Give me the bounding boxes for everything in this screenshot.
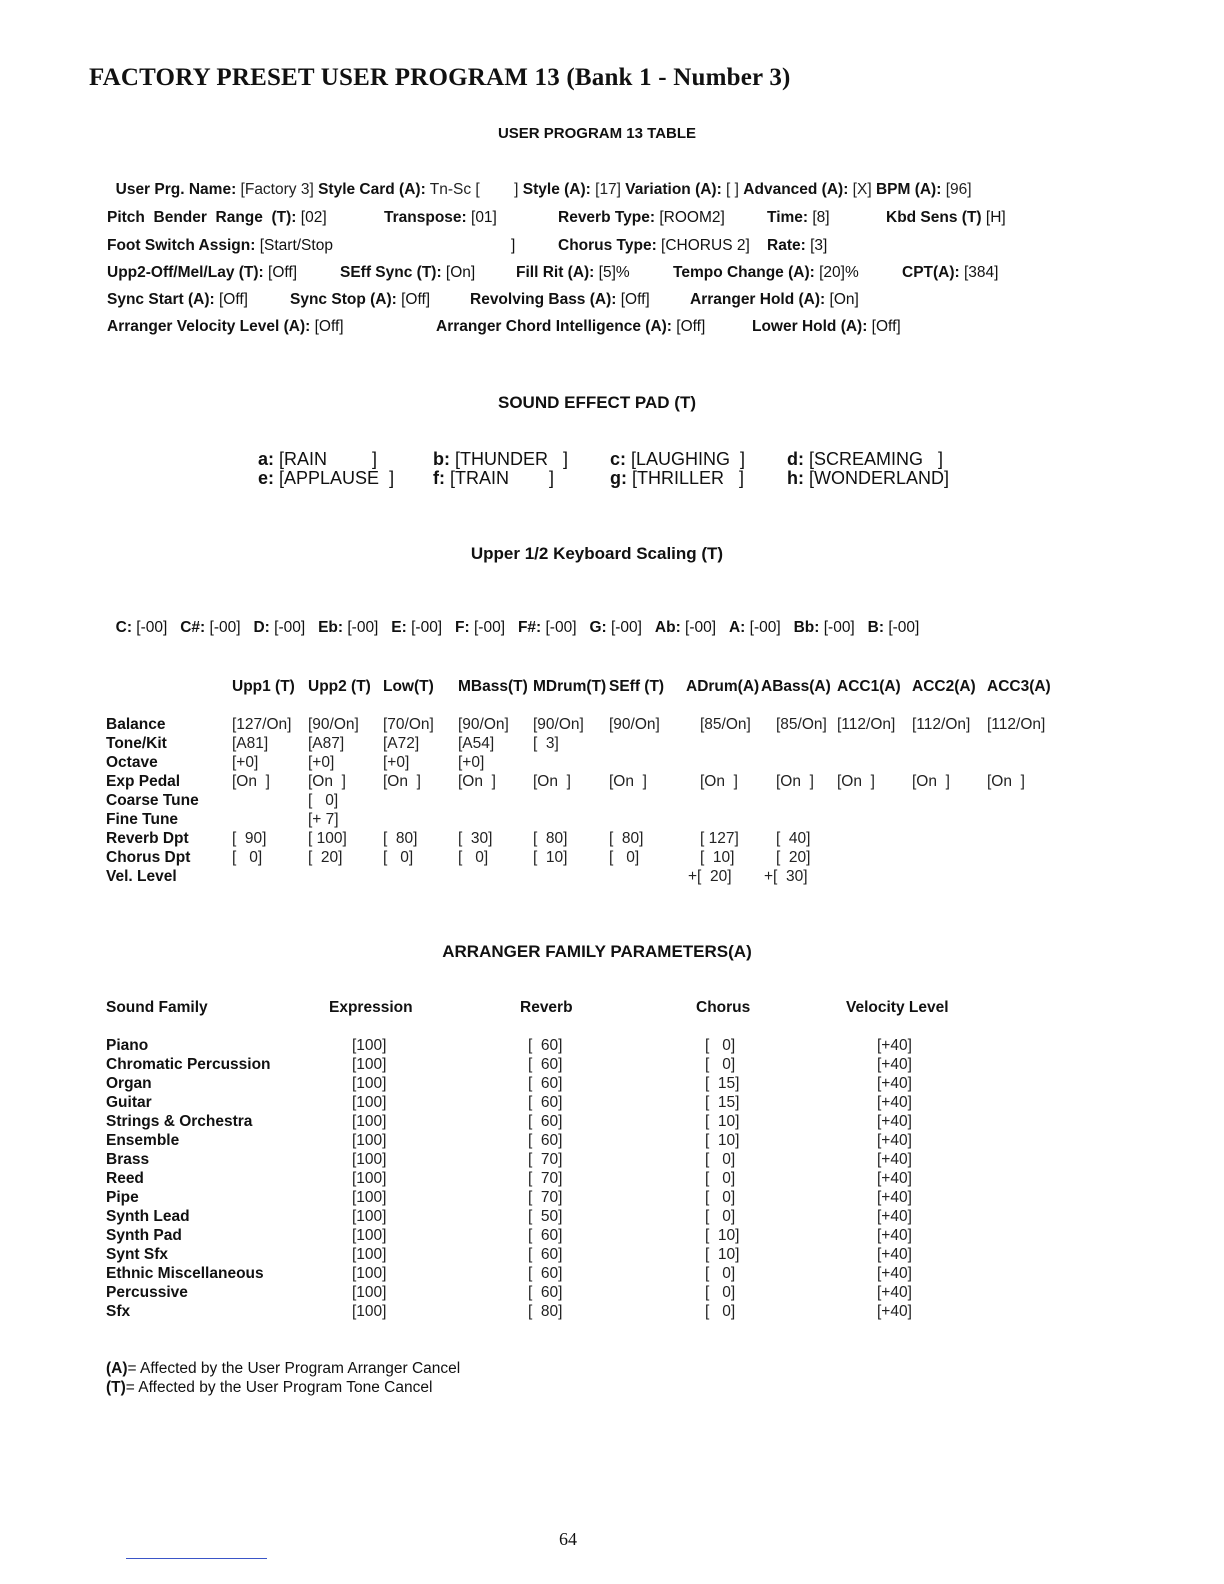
family-chorus-cell: [ 0] — [705, 1056, 736, 1073]
mixer-cell: [ 20] — [776, 849, 811, 866]
mixer-cell: [On ] — [987, 773, 1025, 790]
style-value: [17] — [590, 181, 626, 198]
variation-label: Variation (A): — [625, 181, 722, 198]
style-card-label: Style Card (A): — [318, 181, 426, 198]
mixer-cell: [127/On] — [232, 716, 292, 733]
transpose-label: Transpose: — [384, 209, 467, 226]
bpm-value: [96] — [941, 181, 972, 198]
seff-sync — [340, 264, 475, 282]
pad-h-key: h: — [787, 468, 804, 488]
arranger-chord-intelligence — [436, 318, 705, 336]
family-reverb-cell: [ 60] — [528, 1094, 563, 1111]
mixer-cell: [ 3] — [533, 735, 559, 752]
pad-c-value: [LAUGHING ] — [626, 449, 746, 469]
mixer-col-acc1: ACC1(A) — [837, 678, 901, 695]
family-reverb-cell: [ 60] — [528, 1246, 563, 1263]
family-row-name: Reed — [106, 1170, 144, 1187]
pad-e-value: [APPLAUSE ] — [274, 468, 395, 488]
pad-g-key: g: — [610, 468, 627, 488]
sync-stop — [290, 291, 430, 309]
family-reverb-cell: [ 60] — [528, 1132, 563, 1149]
lower-hold-label: Lower Hold (A): — [752, 318, 868, 335]
rate-value: [3] — [805, 237, 828, 254]
mixer-row-label: Octave — [106, 754, 158, 771]
advanced-label: Advanced (A): — [743, 181, 849, 198]
upp2-mode — [107, 264, 297, 282]
pad-g-value: [THRILLER ] — [627, 468, 745, 488]
mixer-cell: [ 80] — [533, 830, 568, 847]
family-row-name: Sfx — [106, 1303, 131, 1320]
family-velocity-cell: [+40] — [877, 1265, 912, 1282]
sync-start — [107, 291, 248, 309]
family-chorus-cell: [ 0] — [705, 1265, 736, 1282]
pad-e — [258, 468, 394, 489]
mixer-row-label: Tone/Kit — [106, 735, 167, 752]
scale-c-key: C: — [115, 619, 132, 636]
family-expression-cell: [100] — [352, 1056, 387, 1073]
family-reverb-cell: [ 60] — [528, 1113, 563, 1130]
fill-rit-value: [5]% — [594, 264, 630, 281]
family-chorus-cell: [ 0] — [705, 1189, 736, 1206]
family-reverb-cell: [ 70] — [528, 1151, 563, 1168]
seff-sync-value: [On] — [441, 264, 476, 281]
scale-f-value: [-00] — [469, 619, 506, 636]
scale-fs-key: F#: — [517, 619, 542, 636]
foot-switch-label: Foot Switch Assign: — [107, 237, 256, 254]
family-row-name: Ensemble — [106, 1132, 180, 1149]
mixer-cell: [85/On] — [776, 716, 827, 733]
fill-rit-label: Fill Rit (A): — [516, 264, 595, 281]
cpt-label: CPT(A): — [902, 264, 960, 281]
family-expression-cell: [100] — [352, 1113, 387, 1130]
table-heading: USER PROGRAM 13 TABLE — [497, 125, 697, 142]
family-row-name: Ethnic Miscellaneous — [106, 1265, 264, 1282]
scale-e-value: [-00] — [406, 619, 443, 636]
scale-g-value: [-00] — [606, 619, 642, 636]
scale-d-key: D: — [253, 619, 270, 636]
family-row-name: Synth Pad — [106, 1227, 182, 1244]
lower-hold — [752, 318, 901, 336]
mixer-cell: [On ] — [383, 773, 421, 790]
family-expression-cell: [100] — [352, 1227, 387, 1244]
mixer-cell: [112/On] — [837, 716, 896, 733]
mixer-cell: [90/On] — [308, 716, 359, 733]
family-col-expression: Expression — [329, 999, 413, 1016]
pad-f — [433, 468, 554, 489]
pad-a-value: [RAIN ] — [274, 449, 378, 469]
mixer-col-mbass: MBass(T) — [458, 678, 528, 695]
mixer-col-acc2: ACC2(A) — [912, 678, 976, 695]
pad-h — [787, 468, 949, 489]
chorus-type — [558, 237, 750, 255]
footer-rule — [126, 1558, 267, 1559]
mixer-cell: [ 80] — [383, 830, 418, 847]
pitch-bender-range — [107, 209, 327, 227]
mixer-cell: [ 0] — [609, 849, 640, 866]
mixer-cell: [85/On] — [700, 716, 751, 733]
family-chorus-cell: [ 0] — [705, 1170, 736, 1187]
pad-f-value: [TRAIN ] — [445, 468, 555, 488]
family-chorus-cell: [ 10] — [705, 1246, 740, 1263]
mixer-cell: [ 30] — [458, 830, 493, 847]
pad-c — [610, 449, 745, 470]
family-reverb-cell: [ 60] — [528, 1037, 563, 1054]
scale-b-key: B: — [867, 619, 885, 636]
mixer-cell: [A54] — [458, 735, 495, 752]
family-row-name: Piano — [106, 1037, 149, 1054]
mixer-cell: [+0] — [308, 754, 335, 771]
pad-d — [787, 449, 943, 470]
pad-e-key: e: — [258, 468, 275, 488]
arranger-hold-label: Arranger Hold (A): — [690, 291, 826, 308]
scale-a-key: A: — [728, 619, 746, 636]
mixer-row-label: Balance — [106, 716, 166, 733]
mixer-cell: [ 80] — [609, 830, 644, 847]
rate — [767, 237, 827, 255]
foot-switch-value: [Start/Stop — [255, 237, 333, 254]
kbd-sens — [886, 209, 1006, 227]
mixer-col-upp2: Upp2 (T) — [308, 678, 371, 695]
pitch-bender-label: Pitch Bender Range (T): — [107, 209, 297, 226]
scale-eb-value: [-00] — [343, 619, 379, 636]
family-expression-cell: [100] — [352, 1284, 387, 1301]
chord-intelligence-value: [Off] — [671, 318, 706, 335]
mixer-cell: [70/On] — [383, 716, 434, 733]
family-chorus-cell: [ 15] — [705, 1075, 740, 1092]
family-col-sound-family: Sound Family — [106, 999, 208, 1016]
seff-sync-label: SEff Sync (T): — [340, 264, 442, 281]
mixer-col-upp1: Upp1 (T) — [232, 678, 295, 695]
scale-cs-key: C#: — [180, 619, 206, 636]
mixer-cell: [On ] — [458, 773, 496, 790]
keyboard-scaling-row — [107, 601, 919, 637]
family-chorus-cell: [ 0] — [705, 1303, 736, 1320]
mixer-col-adrum: ADrum(A) — [686, 678, 760, 695]
revolving-bass — [470, 291, 650, 309]
upp2-value: [Off] — [263, 264, 298, 281]
pad-a — [258, 449, 377, 470]
mixer-cell: +[ 20] — [688, 868, 732, 885]
mixer-col-abass: ABass(A) — [761, 678, 831, 695]
pad-c-key: c: — [610, 449, 627, 469]
family-row-name: Chromatic Percussion — [106, 1056, 271, 1073]
family-chorus-cell: [ 0] — [705, 1208, 736, 1225]
mixer-cell: [A72] — [383, 735, 420, 752]
kbd-sens-value: [H] — [981, 209, 1006, 226]
family-expression-cell: [100] — [352, 1170, 387, 1187]
scale-g-key: G: — [589, 619, 607, 636]
kbd-sens-label: Kbd Sens (T) — [886, 209, 982, 226]
family-expression-cell: [100] — [352, 1246, 387, 1263]
chord-intelligence-label: Arranger Chord Intelligence (A): — [436, 318, 672, 335]
mixer-cell: [ 20] — [308, 849, 343, 866]
family-chorus-cell: [ 10] — [705, 1132, 740, 1149]
mixer-cell: [ 0] — [308, 792, 339, 809]
transpose-value: [01] — [466, 209, 497, 226]
rate-label: Rate: — [767, 237, 806, 254]
scale-f-key: F: — [455, 619, 470, 636]
foot-switch-close-bracket: ] — [511, 237, 516, 254]
mixer-col-mdrum: MDrum(T) — [533, 678, 607, 695]
sync-start-value: [Off] — [214, 291, 248, 308]
family-reverb-cell: [ 50] — [528, 1208, 563, 1225]
family-row-name: Pipe — [106, 1189, 139, 1206]
mixer-col-seff: SEff (T) — [609, 678, 665, 695]
family-reverb-cell: [ 60] — [528, 1075, 563, 1092]
cpt-value: [384] — [959, 264, 999, 281]
time-label: Time: — [767, 209, 809, 226]
lower-hold-value: [Off] — [867, 318, 901, 335]
page-number: 64 — [559, 1529, 577, 1549]
keyboard-scaling-heading: Upper 1/2 Keyboard Scaling (T) — [470, 544, 724, 563]
family-reverb-cell: [ 60] — [528, 1265, 563, 1282]
family-velocity-cell: [+40] — [877, 1303, 912, 1320]
style-label: Style (A): — [522, 181, 591, 198]
mixer-cell: [ 90] — [232, 830, 267, 847]
foot-switch-assign — [107, 237, 333, 255]
pad-h-value: [WONDERLAND] — [804, 468, 950, 488]
mixer-cell: [On ] — [776, 773, 814, 790]
family-velocity-cell: [+40] — [877, 1189, 912, 1206]
mixer-cell: [On ] — [700, 773, 738, 790]
mixer-cell: [A87] — [308, 735, 345, 752]
family-velocity-cell: [+40] — [877, 1170, 912, 1187]
mixer-col-acc3: ACC3(A) — [987, 678, 1051, 695]
time — [767, 209, 830, 227]
mixer-row-label: Chorus Dpt — [106, 849, 191, 866]
family-chorus-cell: [ 10] — [705, 1227, 740, 1244]
transpose — [384, 209, 497, 227]
page-title: FACTORY PRESET USER PROGRAM 13 (Bank 1 - Number 3) — [89, 64, 791, 91]
family-velocity-cell: [+40] — [877, 1227, 912, 1244]
family-reverb-cell: [ 60] — [528, 1227, 563, 1244]
scale-e-key: E: — [391, 619, 407, 636]
family-row-name: Synt Sfx — [106, 1246, 169, 1263]
reverb-type — [558, 209, 725, 227]
arranger-hold-value: [On] — [825, 291, 859, 308]
family-row-name: Brass — [106, 1151, 150, 1168]
family-expression-cell: [100] — [352, 1189, 387, 1206]
bpm-label: BPM (A): — [875, 181, 942, 198]
scale-cs-value: [-00] — [205, 619, 241, 636]
family-row-name: Percussive — [106, 1284, 188, 1301]
pad-f-key: f: — [433, 468, 445, 488]
mixer-row-label: Coarse Tune — [106, 792, 199, 809]
family-expression-cell: [100] — [352, 1075, 387, 1092]
mixer-cell: [112/On] — [987, 716, 1046, 733]
family-row-name: Synth Lead — [106, 1208, 190, 1225]
chorus-type-label: Chorus Type: — [558, 237, 657, 254]
family-expression-cell: [100] — [352, 1094, 387, 1111]
mixer-cell: [+0] — [458, 754, 485, 771]
scale-bb-value: [-00] — [819, 619, 855, 636]
mixer-cell: [+0] — [232, 754, 259, 771]
family-chorus-cell: [ 15] — [705, 1094, 740, 1111]
family-expression-cell: [100] — [352, 1208, 387, 1225]
sync-stop-value: [Off] — [396, 291, 431, 308]
mixer-cell: [ 10] — [533, 849, 568, 866]
pad-b — [433, 449, 568, 470]
family-expression-cell: [100] — [352, 1132, 387, 1149]
family-reverb-cell: [ 60] — [528, 1056, 563, 1073]
mixer-row-label: Fine Tune — [106, 811, 179, 828]
mixer-cell: [ 0] — [232, 849, 263, 866]
mixer-cell: [On ] — [308, 773, 346, 790]
family-velocity-cell: [+40] — [877, 1132, 912, 1149]
family-expression-cell: [100] — [352, 1303, 387, 1320]
family-velocity-cell: [+40] — [877, 1037, 912, 1054]
pad-a-key: a: — [258, 449, 275, 469]
mixer-row-label: Exp Pedal — [106, 773, 181, 790]
legend-t-text: = Affected by the User Program Tone Cancel — [125, 1379, 433, 1396]
family-reverb-cell: [ 70] — [528, 1189, 563, 1206]
mixer-cell: [90/On] — [609, 716, 660, 733]
tempo-change-label: Tempo Change (A): — [673, 264, 815, 281]
legend-t-key: (T) — [106, 1379, 126, 1396]
mixer-col-low: Low(T) — [383, 678, 434, 695]
mixer-cell: [On ] — [837, 773, 875, 790]
user-prg-name-value: [Factory 3] — [236, 181, 319, 198]
family-chorus-cell: [ 0] — [705, 1284, 736, 1301]
mixer-cell: [ 0] — [458, 849, 489, 866]
tempo-change-value: [20]% — [814, 264, 859, 281]
scale-a-value: [-00] — [745, 619, 781, 636]
family-velocity-cell: [+40] — [877, 1151, 912, 1168]
mixer-cell: [On ] — [912, 773, 950, 790]
time-value: [8] — [808, 209, 830, 226]
arranger-hold — [690, 291, 859, 309]
family-col-chorus: Chorus — [696, 999, 751, 1016]
mixer-cell: [On ] — [533, 773, 571, 790]
mixer-cell: [A81] — [232, 735, 269, 752]
arranger-velocity-value: [Off] — [310, 318, 344, 335]
scale-ab-value: [-00] — [680, 619, 717, 636]
legend-a-key: (A) — [106, 1360, 128, 1377]
family-expression-cell: [100] — [352, 1265, 387, 1282]
scale-b-value: [-00] — [884, 619, 920, 636]
pad-d-value: [SCREAMING ] — [804, 449, 944, 469]
family-col-reverb: Reverb — [520, 999, 573, 1016]
family-expression-cell: [100] — [352, 1037, 387, 1054]
scale-fs-value: [-00] — [541, 619, 577, 636]
family-chorus-cell: [ 0] — [705, 1037, 736, 1054]
revolving-bass-value: [Off] — [616, 291, 650, 308]
legend-tone-cancel — [106, 1379, 432, 1397]
cpt — [902, 264, 998, 282]
mixer-cell: [ 10] — [700, 849, 735, 866]
mixer-row-label: Vel. Level — [106, 868, 177, 885]
family-velocity-cell: [+40] — [877, 1113, 912, 1130]
arranger-velocity-level — [107, 318, 344, 336]
mixer-cell: [ 127] — [700, 830, 739, 847]
scale-c-value: [-00] — [131, 619, 168, 636]
legend-a-text: = Affected by the User Program Arranger Cancel — [127, 1360, 461, 1377]
family-velocity-cell: [+40] — [877, 1208, 912, 1225]
mixer-cell: [ 0] — [383, 849, 414, 866]
mixer-cell: [+0] — [383, 754, 410, 771]
reverb-type-label: Reverb Type: — [558, 209, 656, 226]
family-velocity-cell: [+40] — [877, 1056, 912, 1073]
scale-eb-key: Eb: — [318, 619, 344, 636]
user-prg-name-label: User Prg. Name: — [115, 181, 237, 198]
mixer-cell: [ 40] — [776, 830, 811, 847]
sound-effect-pad-heading: SOUND EFFECT PAD (T) — [497, 393, 696, 412]
sync-start-label: Sync Start (A): — [107, 291, 215, 308]
scale-bb-key: Bb: — [793, 619, 820, 636]
family-chorus-cell: [ 10] — [705, 1113, 740, 1130]
reverb-type-value: [ROOM2] — [655, 209, 725, 226]
variation-value: [ ] — [721, 181, 744, 198]
scale-d-value: [-00] — [269, 619, 306, 636]
pad-g — [610, 468, 744, 489]
pad-b-value: [THUNDER ] — [450, 449, 569, 469]
revolving-bass-label: Revolving Bass (A): — [470, 291, 617, 308]
legend-arranger-cancel — [106, 1360, 460, 1378]
advanced-value: [X] — [848, 181, 876, 198]
pad-d-key: d: — [787, 449, 804, 469]
family-row-name: Guitar — [106, 1094, 152, 1111]
arranger-family-heading: ARRANGER FAMILY PARAMETERS(A) — [442, 942, 752, 961]
family-reverb-cell: [ 80] — [528, 1303, 563, 1320]
mixer-cell: [On ] — [609, 773, 647, 790]
scale-ab-key: Ab: — [654, 619, 681, 636]
mixer-cell: [On ] — [232, 773, 270, 790]
chorus-type-value: [CHORUS 2] — [656, 237, 750, 254]
family-velocity-cell: [+40] — [877, 1075, 912, 1092]
family-velocity-cell: [+40] — [877, 1094, 912, 1111]
pitch-bender-value: [02] — [296, 209, 327, 226]
mixer-cell: [+ 7] — [308, 811, 339, 828]
sync-stop-label: Sync Stop (A): — [290, 291, 397, 308]
family-col-velocity: Velocity Level — [846, 999, 949, 1016]
header-row — [107, 163, 972, 199]
family-expression-cell: [100] — [352, 1151, 387, 1168]
family-chorus-cell: [ 0] — [705, 1151, 736, 1168]
mixer-cell: +[ 30] — [764, 868, 808, 885]
tempo-change — [673, 264, 859, 282]
family-row-name: Strings & Orchestra — [106, 1113, 253, 1130]
fill-rit — [516, 264, 630, 282]
mixer-cell: [90/On] — [458, 716, 509, 733]
arranger-velocity-label: Arranger Velocity Level (A): — [107, 318, 311, 335]
family-reverb-cell: [ 70] — [528, 1170, 563, 1187]
family-velocity-cell: [+40] — [877, 1246, 912, 1263]
pad-b-key: b: — [433, 449, 450, 469]
mixer-cell: [ 100] — [308, 830, 347, 847]
style-card-value: Tn-Sc [ ] — [425, 181, 523, 198]
mixer-row-label: Reverb Dpt — [106, 830, 189, 847]
family-reverb-cell: [ 60] — [528, 1284, 563, 1301]
family-row-name: Organ — [106, 1075, 152, 1092]
upp2-label: Upp2-Off/Mel/Lay (T): — [107, 264, 264, 281]
family-velocity-cell: [+40] — [877, 1284, 912, 1301]
mixer-cell: [112/On] — [912, 716, 971, 733]
mixer-cell: [90/On] — [533, 716, 584, 733]
